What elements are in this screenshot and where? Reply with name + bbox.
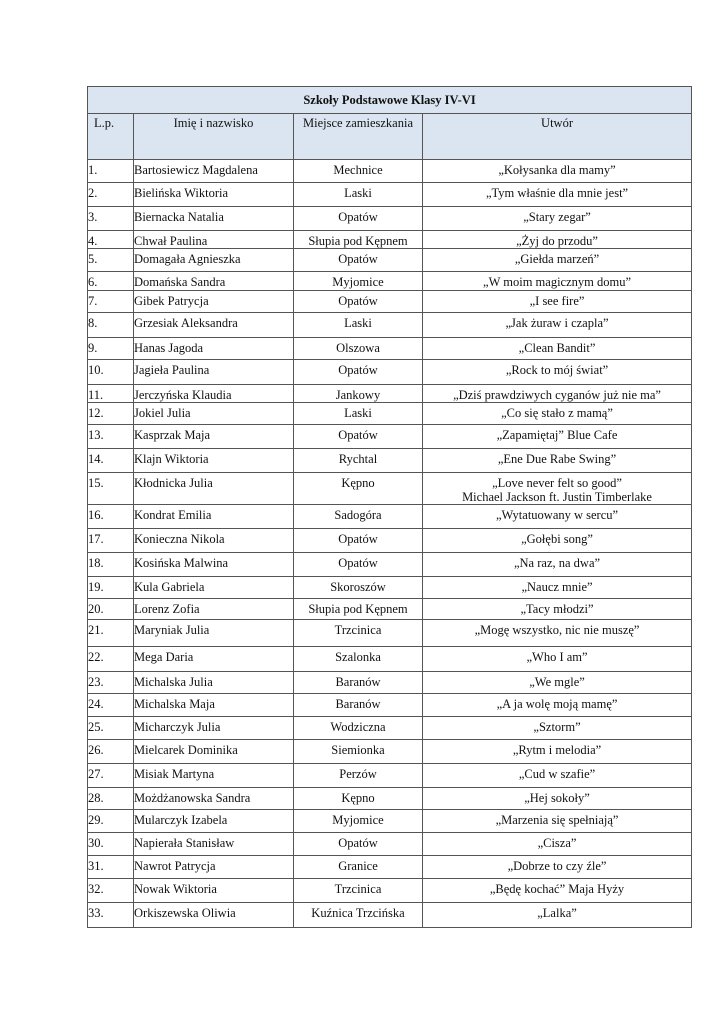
row-song: „Żyj do przodu” (423, 231, 692, 249)
table-row (88, 810, 692, 833)
row-song (423, 473, 692, 505)
row-place: Opatów (294, 207, 423, 231)
row-place: Wodziczna (294, 717, 423, 740)
row-song: „Cud w szafie” (423, 764, 692, 788)
row-place: Myjomice (294, 810, 423, 833)
row-lp: 9. (88, 338, 134, 360)
row-name: Napierała Stanisław (134, 833, 294, 856)
row-song: „A ja wolę moją mamę” (423, 694, 692, 717)
row-name: Mielcarek Dominika (134, 740, 294, 764)
row-lp: 32. (88, 879, 134, 903)
row-place: Olszowa (294, 338, 423, 360)
table-header-row (88, 114, 692, 160)
row-name: Nawrot Patrycja (134, 856, 294, 879)
row-place: Opatów (294, 291, 423, 313)
table-row (88, 764, 692, 788)
row-lp: 28. (88, 788, 134, 810)
row-lp: 3. (88, 207, 134, 231)
row-name: Grzesiak Aleksandra (134, 313, 294, 338)
row-place: Baranów (294, 694, 423, 717)
table-row (88, 505, 692, 529)
row-name: Kula Gabriela (134, 577, 294, 599)
table-row (88, 599, 692, 620)
row-name: Maryniak Julia (134, 620, 294, 647)
row-place: Jankowy (294, 385, 423, 403)
row-place: Baranów (294, 672, 423, 694)
table-row (88, 620, 692, 647)
row-place: Kuźnica Trzcińska (294, 903, 423, 928)
row-song: „Sztorm” (423, 717, 692, 740)
row-lp: 23. (88, 672, 134, 694)
row-lp: 18. (88, 553, 134, 577)
row-name: Mularczyk Izabela (134, 810, 294, 833)
row-lp: 1. (88, 160, 134, 183)
table-row (88, 403, 692, 425)
row-name: Bartosiewicz Magdalena (134, 160, 294, 183)
row-song: „Mogę wszystko, nic nie muszę” (423, 620, 692, 647)
row-name: Kosińska Malwina (134, 553, 294, 577)
row-place: Skoroszów (294, 577, 423, 599)
row-name: Kondrat Emilia (134, 505, 294, 529)
table-row (88, 529, 692, 553)
row-name: Biernacka Natalia (134, 207, 294, 231)
row-lp: 26. (88, 740, 134, 764)
row-lp: 24. (88, 694, 134, 717)
table-row (88, 856, 692, 879)
table-row (88, 160, 692, 183)
row-place: Myjomice (294, 272, 423, 291)
participants-table (87, 86, 692, 928)
row-place: Laski (294, 183, 423, 207)
table-body (88, 160, 692, 928)
row-lp: 30. (88, 833, 134, 856)
header-name: Imię i nazwisko (134, 114, 294, 160)
table-row (88, 313, 692, 338)
row-name: Michalska Julia (134, 672, 294, 694)
table-row (88, 647, 692, 672)
row-song: „W moim magicznym domu” (423, 272, 692, 291)
row-place: Laski (294, 403, 423, 425)
row-lp: 20. (88, 599, 134, 620)
row-song: „Tacy młodzi” (423, 599, 692, 620)
row-place: Opatów (294, 553, 423, 577)
row-lp: 29. (88, 810, 134, 833)
row-name: Mega Daria (134, 647, 294, 672)
table-row (88, 449, 692, 473)
table-title: Szkoły Podstawowe Klasy IV-VI (88, 87, 692, 114)
table-row (88, 903, 692, 928)
row-lp: 7. (88, 291, 134, 313)
row-lp: 17. (88, 529, 134, 553)
row-place: Szalonka (294, 647, 423, 672)
header-place: Miejsce zamieszkania (294, 114, 423, 160)
table-row (88, 672, 692, 694)
row-name: Lorenz Zofia (134, 599, 294, 620)
row-place: Trzcinica (294, 620, 423, 647)
row-name: Możdżanowska Sandra (134, 788, 294, 810)
table-title-row (88, 87, 692, 114)
row-lp: 33. (88, 903, 134, 928)
row-name: Jokiel Julia (134, 403, 294, 425)
row-name: Orkiszewska Oliwia (134, 903, 294, 928)
row-name: Jerczyńska Klaudia (134, 385, 294, 403)
header-song: Utwór (423, 114, 692, 160)
row-lp: 15. (88, 473, 134, 505)
row-name: Gibek Patrycja (134, 291, 294, 313)
row-song: „Stary zegar” (423, 207, 692, 231)
row-name: Micharczyk Julia (134, 717, 294, 740)
row-lp: 25. (88, 717, 134, 740)
table-row (88, 425, 692, 449)
table-row (88, 360, 692, 385)
row-lp: 16. (88, 505, 134, 529)
row-place: Słupia pod Kępnem (294, 599, 423, 620)
row-name: Michalska Maja (134, 694, 294, 717)
table-row (88, 385, 692, 403)
row-name: Jagieła Paulina (134, 360, 294, 385)
row-lp: 5. (88, 249, 134, 272)
row-song: „Wytatuowany w sercu” (423, 505, 692, 529)
table-row (88, 183, 692, 207)
row-place: Trzcinica (294, 879, 423, 903)
row-song: „I see fire” (423, 291, 692, 313)
table-row (88, 740, 692, 764)
row-name: Konieczna Nikola (134, 529, 294, 553)
table-row (88, 553, 692, 577)
row-name: Kasprzak Maja (134, 425, 294, 449)
row-song: „Co się stało z mamą” (423, 403, 692, 425)
table-row (88, 291, 692, 313)
table-row (88, 833, 692, 856)
row-song: „Naucz mnie” (423, 577, 692, 599)
row-place: Kępno (294, 473, 423, 505)
row-song: „Rytm i melodia” (423, 740, 692, 764)
row-place: Opatów (294, 360, 423, 385)
row-place: Opatów (294, 833, 423, 856)
row-lp: 14. (88, 449, 134, 473)
row-song: „Gołębi song” (423, 529, 692, 553)
row-song: „Who I am” (423, 647, 692, 672)
row-song: „Rock to mój świat” (423, 360, 692, 385)
row-name: Domagała Agnieszka (134, 249, 294, 272)
row-name: Hanas Jagoda (134, 338, 294, 360)
table-row (88, 577, 692, 599)
row-lp: 8. (88, 313, 134, 338)
row-song-artist: Michael Jackson ft. Justin Timberlake (462, 490, 652, 504)
row-place: Rychtal (294, 449, 423, 473)
row-lp: 13. (88, 425, 134, 449)
table-row (88, 879, 692, 903)
row-place: Słupia pod Kępnem (294, 231, 423, 249)
row-song: „We mgle” (423, 672, 692, 694)
row-name: Klajn Wiktoria (134, 449, 294, 473)
row-place: Mechnice (294, 160, 423, 183)
row-place: Granice (294, 856, 423, 879)
row-song: „Tym właśnie dla mnie jest” (423, 183, 692, 207)
row-place: Perzów (294, 764, 423, 788)
table-row (88, 231, 692, 249)
row-name: Bielińska Wiktoria (134, 183, 294, 207)
row-song: „Kołysanka dla mamy” (423, 160, 692, 183)
row-place: Siemionka (294, 740, 423, 764)
row-lp: 27. (88, 764, 134, 788)
row-name: Domańska Sandra (134, 272, 294, 291)
row-lp: 22. (88, 647, 134, 672)
table-row (88, 694, 692, 717)
table-row (88, 338, 692, 360)
row-place: Sadogóra (294, 505, 423, 529)
table-row (88, 249, 692, 272)
row-lp: 19. (88, 577, 134, 599)
row-name: Misiak Martyna (134, 764, 294, 788)
row-song: „Na raz, na dwa” (423, 553, 692, 577)
row-song: „Jak żuraw i czapla” (423, 313, 692, 338)
row-lp: 10. (88, 360, 134, 385)
row-name: Nowak Wiktoria (134, 879, 294, 903)
row-lp: 21. (88, 620, 134, 647)
row-name: Chwał Paulina (134, 231, 294, 249)
table-row (88, 207, 692, 231)
row-song: „Cisza” (423, 833, 692, 856)
row-lp: 12. (88, 403, 134, 425)
row-place: Opatów (294, 249, 423, 272)
row-song: „Clean Bandit” (423, 338, 692, 360)
row-song: „Hej sokoły” (423, 788, 692, 810)
row-song: „Zapamiętaj” Blue Cafe (423, 425, 692, 449)
row-song: „Dobrze to czy źle” (423, 856, 692, 879)
row-song: „Ene Due Rabe Swing” (423, 449, 692, 473)
row-place: Laski (294, 313, 423, 338)
row-song: „Lalka” (423, 903, 692, 928)
table-row (88, 788, 692, 810)
row-song: „Dziś prawdziwych cyganów już nie ma” (423, 385, 692, 403)
row-name: Kłodnicka Julia (134, 473, 294, 505)
table-row (88, 473, 692, 505)
row-song: „Giełda marzeń” (423, 249, 692, 272)
row-song-line: „Love never felt so good” (492, 476, 622, 490)
row-lp: 11. (88, 385, 134, 403)
row-lp: 31. (88, 856, 134, 879)
table-row (88, 717, 692, 740)
header-lp: L.p. (88, 114, 134, 160)
row-lp: 2. (88, 183, 134, 207)
row-song: „Będę kochać” Maja Hyży (423, 879, 692, 903)
row-lp: 4. (88, 231, 134, 249)
row-song: „Marzenia się spełniają” (423, 810, 692, 833)
row-place: Opatów (294, 425, 423, 449)
table-row (88, 272, 692, 291)
row-lp: 6. (88, 272, 134, 291)
row-place: Opatów (294, 529, 423, 553)
row-place: Kępno (294, 788, 423, 810)
